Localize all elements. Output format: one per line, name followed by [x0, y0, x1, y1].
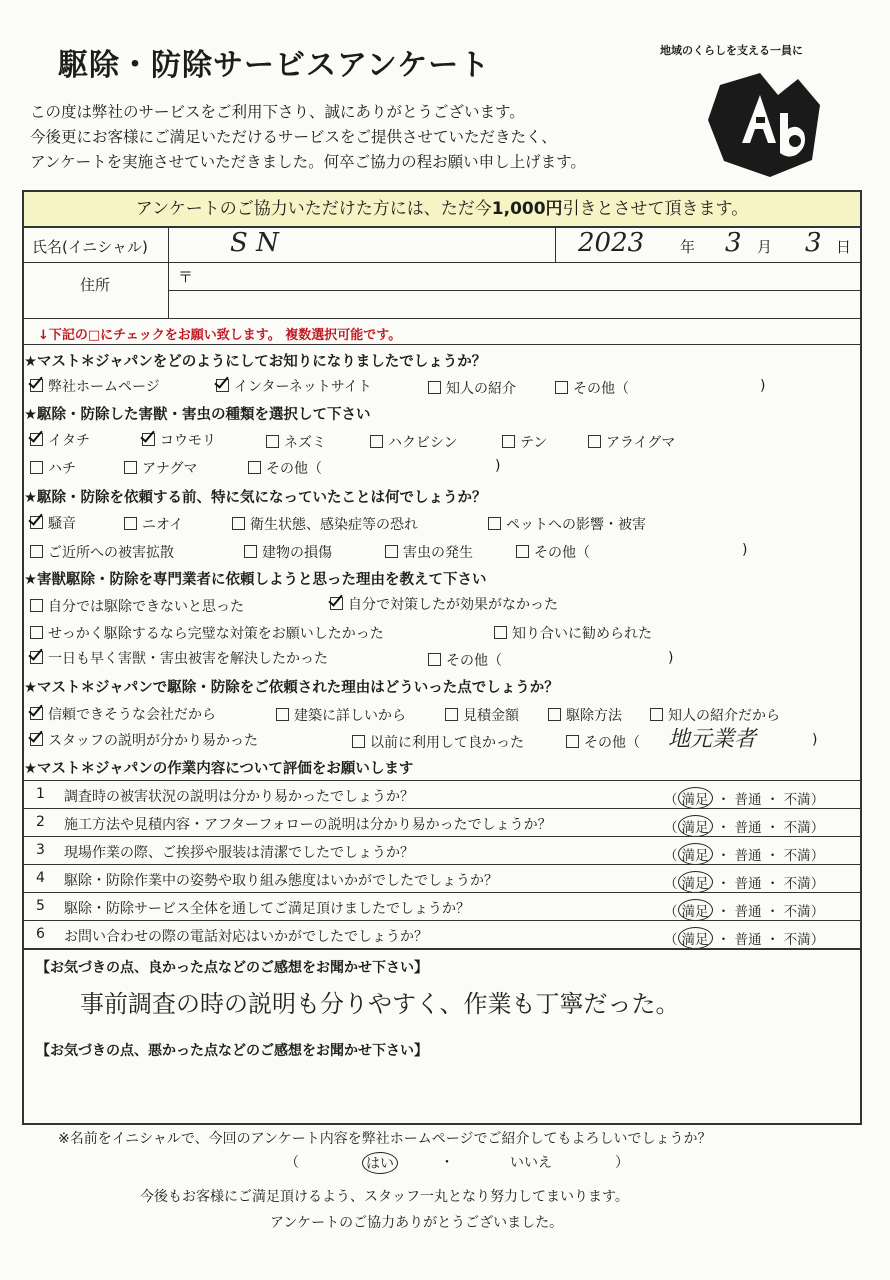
option-label: ペットへの影響・被害: [506, 517, 646, 533]
consent-yes-label[interactable]: はい: [362, 1152, 398, 1174]
sep: ・: [716, 820, 731, 836]
sep: ・: [716, 904, 731, 920]
checkbox[interactable]: [276, 708, 289, 721]
checkbox[interactable]: [588, 435, 601, 448]
row-choices[interactable]: [664, 927, 824, 949]
instruction-note: ↓下記の□にチェックをお願い致します。 複数選択可能です。: [38, 328, 402, 343]
closing-line-1: 今後もお客様にご満足頂けるよう、スタッフ一丸となり努力してまいります。: [140, 1189, 629, 1205]
choice-dissatisfied[interactable]: 不満: [783, 820, 811, 836]
option-other[interactable]: [555, 378, 629, 398]
option-label: ネズミ: [284, 435, 326, 451]
checkbox[interactable]: [30, 461, 43, 474]
option-label: アライグマ: [606, 435, 676, 451]
option-other[interactable]: [566, 732, 640, 752]
option-araiguma[interactable]: [588, 432, 675, 452]
option-other[interactable]: [248, 458, 322, 478]
option-label: 知人の紹介だから: [668, 708, 780, 724]
checkbox[interactable]: [30, 599, 43, 612]
option-label: 自分で対策したが効果がなかった: [348, 597, 558, 613]
banner-amount: 1,000円: [491, 199, 563, 219]
rating-row: [24, 808, 860, 837]
option-label: インターネットサイト: [234, 379, 372, 395]
option-label: その他（: [584, 735, 640, 751]
option-label: イタチ: [48, 433, 90, 449]
sep: ・: [716, 876, 731, 892]
checkbox[interactable]: [516, 545, 529, 558]
address-label: 住所: [80, 276, 111, 294]
checkbox[interactable]: [248, 461, 261, 474]
closing-line-2: アンケートのご協力ありがとうございました。: [270, 1215, 564, 1231]
month-unit: 月: [757, 238, 773, 256]
option-homepage[interactable]: [30, 376, 160, 396]
checkbox[interactable]: [266, 435, 279, 448]
option-internet-site[interactable]: [216, 376, 372, 396]
option-label: 見積金額: [463, 708, 519, 724]
row-number: 6: [36, 926, 45, 942]
incentive-banner: [24, 192, 860, 228]
option-other-close: ): [760, 378, 766, 394]
option-anaguma[interactable]: [124, 458, 197, 478]
choice-normal[interactable]: 普通: [734, 792, 762, 808]
option-label: ハクビシン: [388, 435, 458, 451]
choice-satisfied-selected[interactable]: 満足: [678, 843, 713, 865]
intro-line-3: アンケートを実施させていただきました。何卒ご協力の程お願い申し上げます。: [30, 153, 586, 171]
year-value[interactable]: 2023: [578, 228, 645, 258]
option-label: 建物の損傷: [262, 545, 332, 561]
option-itachi[interactable]: [30, 430, 90, 450]
checkbox[interactable]: [428, 381, 441, 394]
option-label: ご近所への被害拡散: [48, 545, 174, 561]
option-label: アナグマ: [142, 461, 198, 477]
option-noise[interactable]: [30, 513, 76, 533]
row-question: お問い合わせの際の電話対応はいかがでしたでしょうか？: [64, 929, 428, 945]
sep: ・: [765, 876, 780, 892]
section-2-heading: ★駆除・防除した害獣・害虫の種類を選択して下さい: [24, 407, 371, 423]
option-label: 衛生状態、感染症等の恐れ: [250, 517, 418, 533]
option-estimate[interactable]: [445, 705, 519, 725]
row-question: 調査時の被害状況の説明は分かり易かったでしょうか？: [64, 789, 414, 805]
consent-paren-close: ）: [615, 1155, 629, 1171]
checkbox[interactable]: [548, 708, 561, 721]
banner-text-pre: アンケートのご協力いただけた方には、ただ今: [135, 199, 492, 219]
row-number: 5: [36, 898, 45, 914]
choice-normal[interactable]: 普通: [734, 848, 762, 864]
other-handwritten[interactable]: 地元業者: [668, 727, 757, 752]
checkbox[interactable]: [244, 545, 257, 558]
row-number: 3: [36, 842, 45, 858]
checkbox[interactable]: [30, 545, 43, 558]
option-other[interactable]: [428, 650, 502, 670]
option-referral[interactable]: [428, 378, 516, 398]
section-5-heading: ★マスト＊ジャパンで駆除・防除をご依頼された理由はどういった点でしょうか？: [24, 680, 559, 696]
rating-heading: ★マスト＊ジャパンの作業内容について評価をお願いします: [24, 761, 414, 777]
name-label: 氏名(イニシャル): [32, 238, 148, 256]
option-koumori[interactable]: [142, 430, 216, 450]
choice-dissatisfied[interactable]: 不満: [783, 904, 811, 920]
option-method[interactable]: [548, 705, 622, 725]
paren-open: （: [664, 904, 678, 920]
paren-close: ）: [810, 820, 825, 836]
paren-close: ）: [810, 904, 825, 920]
paren-close: ）: [810, 932, 825, 948]
page-title: 駆除・防除サービスアンケート: [58, 48, 491, 83]
checkbox[interactable]: [30, 516, 43, 529]
paren-open: （: [664, 932, 678, 948]
option-label: 以前に利用して良かった: [370, 735, 524, 751]
checkbox[interactable]: [216, 379, 229, 392]
checkbox[interactable]: [30, 651, 43, 664]
sep: ・: [765, 820, 780, 836]
year-unit: 年: [680, 238, 696, 256]
option-label: せっかく駆除するなら完璧な対策をお願いしたかった: [48, 626, 384, 642]
name-value[interactable]: S N: [230, 228, 279, 258]
checkbox[interactable]: [232, 517, 245, 530]
option-other-close: ): [742, 542, 748, 558]
option-label: 知人の紹介: [446, 381, 516, 397]
option-label: ニオイ: [142, 517, 184, 533]
option-hakubishin[interactable]: [370, 432, 458, 452]
option-label: 弊社ホームページ: [48, 379, 160, 395]
option-used-before[interactable]: [352, 732, 524, 752]
option-label: ハチ: [48, 461, 76, 477]
banner-text-post: 引きとさせて頂きます。: [562, 199, 749, 219]
choice-normal[interactable]: 普通: [734, 904, 762, 920]
option-diy-failed[interactable]: [330, 594, 558, 614]
option-pests[interactable]: [385, 542, 473, 562]
checkbox[interactable]: [650, 708, 663, 721]
postal-mark: 〒: [178, 268, 194, 286]
option-label: テン: [520, 435, 548, 451]
checkbox[interactable]: [502, 435, 515, 448]
sep: ・: [716, 792, 731, 808]
section-4-heading: ★害獣駆除・防除を専門業者に依頼しようと思った理由を教えて下さい: [24, 572, 487, 588]
section-1-heading: ★マスト＊ジャパンをどのようにしてお知りになりましたでしょうか？: [24, 354, 487, 370]
checkbox[interactable]: [352, 735, 365, 748]
row-question: 現場作業の際、ご挨拶や服装は清潔でしたでしょうか？: [64, 845, 414, 861]
option-building-damage[interactable]: [244, 542, 332, 562]
option-label: コウモリ: [160, 433, 216, 449]
choice-normal[interactable]: 普通: [734, 876, 762, 892]
option-label: 自分では駆除できないと思った: [48, 599, 244, 615]
row-number: 1: [36, 786, 45, 802]
row-choices[interactable]: [664, 787, 824, 809]
checkbox[interactable]: [30, 733, 43, 746]
option-cannot-diy[interactable]: [30, 596, 244, 616]
option-nezumi[interactable]: [266, 432, 326, 452]
consent-no[interactable]: いいえ: [510, 1155, 552, 1171]
choice-satisfied-selected[interactable]: 満足: [678, 787, 713, 809]
option-staff-explanation[interactable]: [30, 730, 258, 750]
paren-close: ）: [810, 876, 825, 892]
option-trustworthy[interactable]: [30, 704, 216, 724]
day-unit: 日: [836, 238, 852, 256]
logo-tagline: 地域のくらしを支える一員に: [660, 44, 803, 57]
checkbox[interactable]: [30, 379, 43, 392]
row-question: 駆除・防除サービス全体を通してご満足頂けましたでしょうか？: [64, 901, 470, 917]
feedback-good-heading: 【お気づきの点、良かった点などのご感想をお聞かせ下さい】: [36, 960, 428, 976]
day-value[interactable]: 3: [805, 228, 822, 258]
paren-close: ）: [810, 792, 825, 808]
choice-satisfied-selected[interactable]: 満足: [678, 899, 713, 921]
choice-satisfied-selected[interactable]: 満足: [678, 871, 713, 893]
sep: ・: [765, 792, 780, 808]
option-recommended[interactable]: [494, 623, 652, 643]
checkbox[interactable]: [330, 597, 343, 610]
option-ten[interactable]: [502, 432, 547, 452]
choice-dissatisfied[interactable]: 不満: [783, 932, 811, 948]
sep: ・: [716, 848, 731, 864]
paren-open: （: [664, 848, 678, 864]
month-value[interactable]: 3: [725, 228, 742, 258]
checkbox[interactable]: [445, 708, 458, 721]
checkbox[interactable]: [566, 735, 579, 748]
option-label: 駆除方法: [566, 708, 622, 724]
option-label: その他（: [266, 461, 322, 477]
checkbox[interactable]: [142, 433, 155, 446]
sep: ・: [765, 848, 780, 864]
option-label: その他（: [573, 381, 629, 397]
choice-satisfied-selected[interactable]: 満足: [678, 927, 713, 949]
sep: ・: [765, 904, 780, 920]
option-other-close: ): [668, 650, 674, 666]
option-perfect-measures[interactable]: [30, 623, 384, 643]
option-hachi[interactable]: [30, 458, 76, 478]
row-choices[interactable]: [664, 815, 824, 837]
checkbox[interactable]: [370, 435, 383, 448]
paren-close: ）: [810, 848, 825, 864]
row-choices[interactable]: [664, 843, 824, 865]
checkbox[interactable]: [488, 517, 501, 530]
option-solve-quickly[interactable]: [30, 648, 328, 668]
paren-open: （: [664, 876, 678, 892]
rating-row: [24, 780, 860, 809]
consent-question: ※名前をイニシャルで、今回のアンケート内容を弊社ホームページでご紹介してもよろしいでしょうか？: [58, 1131, 712, 1147]
option-neighbors[interactable]: [30, 542, 174, 562]
company-logo: [700, 65, 830, 185]
row-question: 施工方法や見積内容・アフターフォローの説明は分かり易かったでしょうか？: [64, 817, 552, 833]
option-hygiene[interactable]: [232, 514, 418, 534]
sep: ・: [765, 932, 780, 948]
row-number: 2: [36, 814, 45, 830]
option-smell[interactable]: [124, 514, 183, 534]
feedback-bad-heading: 【お気づきの点、悪かった点などのご感想をお聞かせ下さい】: [36, 1043, 428, 1059]
checkbox[interactable]: [30, 626, 43, 639]
paren-open: （: [664, 792, 678, 808]
checkbox[interactable]: [124, 461, 137, 474]
rating-row: [24, 836, 860, 865]
checkbox[interactable]: [30, 707, 43, 720]
rating-row: [24, 892, 860, 921]
option-label: 一日も早く害獣・害虫被害を解決したかった: [48, 651, 328, 667]
choice-dissatisfied[interactable]: 不満: [783, 848, 811, 864]
option-label: その他（: [446, 653, 502, 669]
checkbox[interactable]: [385, 545, 398, 558]
choice-dissatisfied[interactable]: 不満: [783, 792, 811, 808]
option-other-close: ): [812, 732, 818, 748]
row-question: 駆除・防除作業中の姿勢や取り組み態度はいかがでしたでしょうか？: [64, 873, 498, 889]
option-label: 害虫の発生: [403, 545, 473, 561]
choice-normal[interactable]: 普通: [734, 932, 762, 948]
option-label: その他（: [534, 545, 590, 561]
checkbox[interactable]: [428, 653, 441, 666]
checkbox[interactable]: [494, 626, 507, 639]
consent-paren-open: （: [285, 1155, 299, 1171]
option-label: スタッフの説明が分かり易かった: [48, 733, 258, 749]
rating-row: [24, 864, 860, 893]
feedback-good-text[interactable]: 事前調査の時の説明も分りやすく、作業も丁寧だった。: [80, 990, 680, 1018]
choice-satisfied-selected[interactable]: 満足: [678, 815, 713, 837]
option-other-close: ): [495, 458, 501, 474]
choice-dissatisfied[interactable]: 不満: [783, 876, 811, 892]
option-label: 知り合いに勧められた: [512, 626, 652, 642]
option-construction-knowledge[interactable]: [276, 705, 406, 725]
row-choices[interactable]: [664, 871, 824, 893]
choice-normal[interactable]: 普通: [734, 820, 762, 836]
consent-yes[interactable]: [362, 1152, 398, 1174]
rating-row: [24, 920, 860, 949]
option-label: 信頼できそうな会社だから: [48, 707, 216, 723]
row-number: 4: [36, 870, 45, 886]
checkbox[interactable]: [555, 381, 568, 394]
intro-line-2: 今後更にお客様にご満足いただけるサービスをご提供させていただきたく、: [30, 128, 557, 146]
intro-line-1: この度は弊社のサービスをご利用下さり、誠にありがとうございます。: [30, 103, 525, 121]
option-pets[interactable]: [488, 514, 646, 534]
paren-open: （: [664, 820, 678, 836]
option-other[interactable]: [516, 542, 590, 562]
option-label: 騒音: [48, 516, 76, 532]
section-3-heading: ★駆除・防除を依頼する前、特に気になっていたことは何でしょうか？: [24, 490, 487, 506]
sep: ・: [716, 932, 731, 948]
checkbox[interactable]: [124, 517, 137, 530]
row-choices[interactable]: [664, 899, 824, 921]
checkbox[interactable]: [30, 433, 43, 446]
option-label: 建築に詳しいから: [294, 708, 406, 724]
consent-sep: ・: [440, 1155, 454, 1171]
